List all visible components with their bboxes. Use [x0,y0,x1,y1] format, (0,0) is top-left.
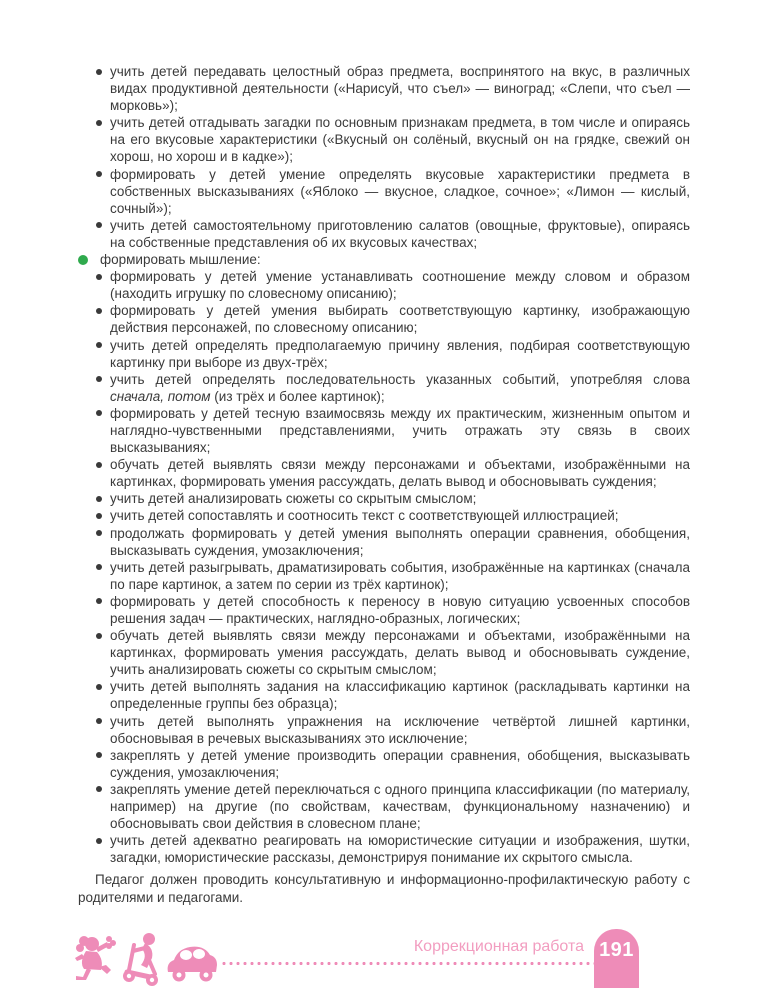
list-item: формировать у детей способность к переносу в новую ситуацию усвоенных способов решения задач — практических, наглядно-образных, логических; [95,593,690,627]
section-bullet-item [78,251,690,268]
list-item: учить детей адекватно реагировать на юмористические ситуации и изображения, шутки, загадки, юмористические рассказы, демонстрируя понимание их скрытого смысла. [95,832,690,866]
list-item: учить детей выполнять упражнения на исключение четвёртой лишней картинки, обосновывая в речевых высказываниях это исключение; [95,713,690,747]
page-number-tab [594,929,639,988]
list-item: формировать у детей умение устанавливать соотношение между словом и образом (находить игрушку по словесному описанию); [95,268,690,302]
page-content [78,63,690,906]
list-item: учить детей разыгрывать, драматизировать события, изображённые на картинках (сначала по паре картинок, а затем по серии из трёх картинок); [95,559,690,593]
page-number: 191 [599,939,634,961]
list-item: продолжать формировать у детей умения выполнять операции сравнения, обобщения, высказывать суждения, умозаключения; [95,525,690,559]
list-item: формировать у детей умение определять вкусовые характеристики предмета в собственных высказываниях («Яблоко — вкусное, сладкое, сочное»; «Лимон — кислый, сочный»); [95,166,690,217]
list-item: закреплять у детей умение производить операции сравнения, обобщения, высказывать суждения, умозаключения; [95,747,690,781]
section-label: формировать мышление: [100,252,261,268]
list-item: учить детей сопоставлять и соотносить текст с соответствующей иллюстрацией; [95,507,690,524]
footer-section-label: Коррекционная работа [413,938,584,955]
list-item: обучать детей выявлять связи между персонажами и объектами, изображёнными на картинках, формировать умения рассуждать, делать вывод и обосновывать суждение, учить анализировать сюжеты со скрытым смыслом; [95,627,690,678]
list-item: учить детей определять предполагаемую причину явления, подбирая соответствующую картинку при выборе из двух-трёх; [95,337,690,371]
list-item: закреплять умение детей переключаться с одного принципа классификации (по материалу, например) на другие (по свойствам, качествам, функциональному назначению) и обосновывать свои действия в словесном плане; [95,781,690,832]
toy-car-icon [166,938,218,988]
scooter-child-icon [121,930,167,988]
list-item: учить детей анализировать сюжеты со скрытым смыслом; [95,490,690,507]
list-item: учить детей выполнять задания на классификацию картинок (раскладывать картинки на определенные группы без образца); [95,678,690,712]
list-item: обучать детей выявлять связи между персонажами и объектами, изображёнными на картинках, формировать умения рассуждать, делать вывод и обосновывать суждения; [95,456,690,490]
list-item: учить детей отгадывать загадки по основным признакам предмета, в том числе и опираясь на его вкусовые характеристики («Вкусный он солёный, вкусный он на грядке, свежий он хорош, но хорош и в кадке»); [95,114,690,165]
list-item: формировать у детей умения выбирать соответствующую картинку, изображающую действия персонажей, по словесному описанию; [95,302,690,336]
dotted-divider-line [222,961,594,966]
green-bullet-icon [78,255,88,265]
bullet-list-thinking [78,268,690,866]
list-item: учить детей передавать целостный образ предмета, воспринятого на вкус, в различных видах продуктивной деятельности («Нарисуй, что съел» — виноград; «Слепи, что съел — морковь»); [95,63,690,114]
list-item: учить детей определять последовательность указанных событий, употребляя слова сначала, потом (из трёх и более картинок); [95,371,690,405]
bullet-list-intro [78,63,690,251]
dancing-child-icon [73,932,117,987]
list-item: формировать у детей тесную взаимосвязь между их практическим, жизненным опытом и наглядно-чувственными представлениями, учить отражать эту связь в своих высказываниях; [95,405,690,456]
list-item: учить детей самостоятельному приготовлению салатов (овощные, фруктовые), опираясь на собственные представления об их вкусовых качествах; [95,217,690,251]
closing-paragraph: Педагог должен проводить консультативную и информационно-профилактическую работу с родителями и педагогами. [78,872,690,905]
